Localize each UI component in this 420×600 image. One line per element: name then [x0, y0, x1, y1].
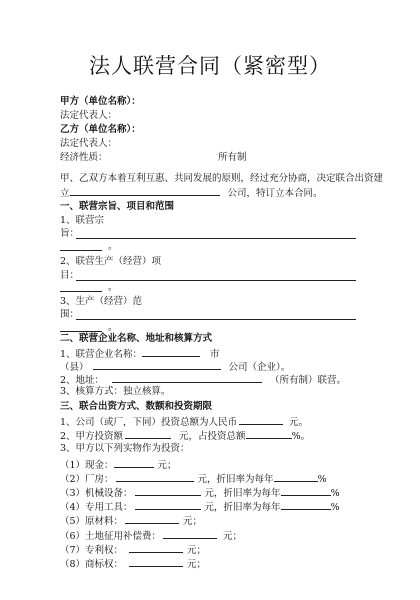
blank-line	[163, 529, 217, 539]
s3-total-line	[60, 415, 308, 429]
blank-line	[60, 291, 102, 292]
dot: 。	[108, 241, 118, 252]
s3-total-label: 1、公司（或厂，下同）投资总额为人民币	[60, 417, 238, 428]
s3-patent-line	[60, 543, 206, 557]
blank-line	[281, 486, 331, 496]
intro-line-1: 甲、乙双方本着互利互惠、共同发展的原则，经过充分协商，决定联合出资建	[60, 173, 384, 184]
s2-county: （县）	[60, 362, 89, 373]
blank-line	[129, 557, 183, 567]
blank-line	[239, 415, 283, 425]
s3-land-line	[60, 529, 242, 543]
s3-a-invest-label: 2、甲方投资额	[60, 431, 124, 442]
intro-line-2	[60, 186, 323, 200]
blank-line	[76, 238, 356, 239]
s3-plant-line	[60, 472, 327, 486]
blank-line	[274, 472, 318, 482]
s1-item-3-b: 围：	[60, 309, 80, 320]
s1-item-2-b: 目：	[60, 270, 80, 281]
s3-cash-line	[60, 458, 177, 472]
s2-ownership: （所有制）联营。	[270, 375, 347, 386]
blank-line	[60, 331, 102, 332]
s1-item-1-b: 旨：	[60, 228, 80, 239]
s3-plant-label: （2）厂房：	[60, 474, 114, 485]
document-title: 法人联营合同（紧密型）	[89, 54, 331, 78]
blank-line	[135, 500, 201, 510]
blank-line	[114, 458, 154, 468]
s3-pct: %	[330, 488, 340, 499]
blank-line	[129, 543, 183, 553]
s3-a-invest-mid: 元，占投资总额	[179, 431, 246, 442]
s3-material-line	[60, 514, 202, 528]
intro-suffix: 公司，特订立本合同。	[227, 188, 323, 199]
s3-dep-label: 元，折旧率为每年	[204, 502, 281, 513]
s3-trademark-line	[60, 557, 206, 571]
s3-unit: 元；	[187, 545, 207, 556]
s1-item-1-a: 1、联营宗	[60, 215, 105, 226]
s3-machine-label: （3）机械设备：	[60, 488, 133, 499]
blank-line	[93, 360, 221, 370]
s2-county-line	[60, 360, 290, 374]
blank-line	[60, 250, 102, 251]
s3-unit: 元；	[187, 559, 207, 570]
s3-unit: 元；	[157, 460, 177, 471]
econ-value: 所有制	[218, 152, 247, 163]
blank-line	[112, 373, 262, 383]
s3-pct: %	[317, 474, 327, 485]
s2-name-label: 1、联营企业名称：	[60, 349, 143, 360]
s3-material-label: （5）原材料：	[60, 516, 124, 527]
blank-line	[246, 429, 292, 439]
section-2-heading: 二、联营企业名称、地址和核算方式	[60, 333, 213, 344]
s3-land-label: （6）土地征用补偿费：	[60, 531, 162, 542]
s3-tools-line	[60, 500, 340, 514]
s3-a-invest-pct: %。	[291, 431, 311, 442]
s3-machine-line	[60, 486, 340, 500]
party-b-rep: 法定代表人：	[60, 138, 118, 149]
s2-accounting: 3、核算方式：独立核算。	[60, 386, 171, 397]
blank-line	[135, 486, 201, 496]
s2-city: 市	[210, 349, 220, 360]
blank-line	[142, 347, 200, 357]
blank-line	[125, 429, 171, 439]
section-3-heading: 三、联合出资方式、数额和投资期限	[60, 401, 213, 412]
intro-prefix: 立	[60, 188, 70, 199]
dot: 。	[108, 322, 118, 333]
blank-line	[76, 319, 356, 320]
s3-dep-label: 元，折旧率为每年	[204, 488, 281, 499]
s3-dep-label: 元，折旧率为每年	[197, 474, 274, 485]
s3-patent-label: （7）专利权：	[60, 545, 124, 556]
blank-line	[116, 472, 194, 482]
s3-pct: %	[330, 502, 340, 513]
s2-address-line	[60, 373, 346, 387]
blank-line	[281, 500, 331, 510]
s3-a-kind: 3、甲方以下列实物作为投资：	[60, 443, 190, 454]
s3-total-unit: 元。	[289, 417, 309, 428]
s3-a-invest-line	[60, 429, 310, 443]
s3-unit: 元；	[223, 531, 243, 542]
dot: 。	[108, 282, 118, 293]
s3-tools-label: （4）专用工具：	[60, 502, 133, 513]
s2-name-line	[60, 347, 220, 361]
s2-address-label: 2、地址：	[60, 375, 105, 386]
section-1-heading: 一、联营宗旨、项目和范围	[60, 201, 175, 212]
s3-unit: 元；	[183, 516, 203, 527]
s1-item-2-a: 2、联营生产（经营）项	[60, 256, 162, 267]
s2-company: 公司（企业）。	[228, 362, 291, 373]
company-name-blank	[70, 186, 220, 196]
blank-line	[125, 514, 179, 524]
party-b-label: 乙方（单位名称）：	[60, 124, 141, 135]
s1-item-3-a: 3、生产（经营）范	[60, 296, 143, 307]
s3-trademark-label: （8）商标权：	[60, 559, 124, 570]
blank-line	[76, 280, 356, 281]
econ-label: 经济性质：	[60, 152, 108, 163]
party-a-label: 甲方（单位名称）：	[60, 96, 141, 107]
party-a-rep: 法定代表人：	[60, 110, 118, 121]
s3-cash-label: （1）现金：	[60, 460, 114, 471]
